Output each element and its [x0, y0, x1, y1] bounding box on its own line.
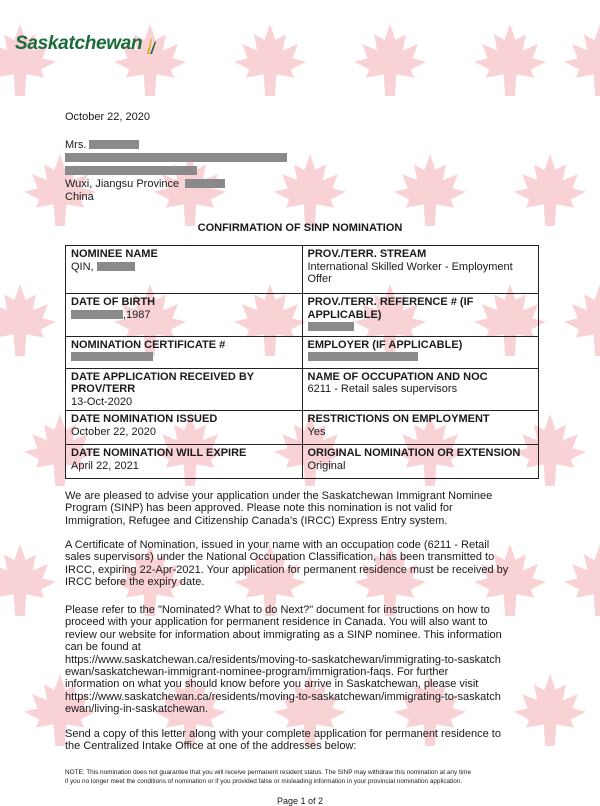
- approval-paragraph: We are pleased to advise your application under the Saskatchewan Immigrant Nominee Program (SINP) has been approved. Please note this nomination is not valid for Immigration, Refugee and Citizenship Canada's (IRCC) Express Entry system.: [65, 490, 493, 527]
- recipient-city-line: [65, 178, 225, 191]
- maple-leaf-icon: [350, 20, 430, 100]
- living-link[interactable]: https://www.saskatchewan.ca/residents/moving-to-saskatchewan/immigrating-to-saskatch: [65, 690, 501, 703]
- wheat-sheaf-icon: [144, 37, 158, 55]
- maple-leaf-icon: [510, 150, 590, 230]
- date-received-cell: DATE APPLICATION RECEIVED BY PROV/TERR 13-Oct-2020: [66, 368, 303, 411]
- recipient-street-line: [65, 152, 287, 165]
- stream-cell: PROV./TERR. STREAM International Skilled Worker - Employment Offer: [302, 246, 539, 294]
- document-title: CONFIRMATION OF SINP NOMINATION: [197, 222, 403, 234]
- page-number: Page 1 of 2: [276, 796, 324, 806]
- recipient-name-line: [65, 139, 139, 152]
- next-steps-paragraph: Please refer to the "Nominated? What to do Next?" document for instructions on how to proceed with your application for permanent residence in Canada. You will also want to review our website for information about immigrating as a SINP nominee. This information can be found at https://www.saskatchewan.ca/residents/moving-to-saskatchewan/immigrating-to-saskatch ewan/saskatchewan-immigrant-nominee-program/immigration-faqs. For further information on what you should know before you arrive in Saskatchewan, please visit https://www.saskatchewan.ca/residents/moving-to-saskatchewan/immigrating-to-saskatch ewan/living-in-saskatchewan.: [65, 604, 555, 716]
- redaction-bar: [97, 262, 135, 271]
- table-row: [66, 368, 539, 411]
- recipient-district-line: [65, 165, 197, 178]
- expiry-cell: DATE NOMINATION WILL EXPIRE April 22, 2021: [66, 445, 303, 479]
- living-link-cont[interactable]: ewan/living-in-saskatchewan.: [65, 703, 209, 716]
- stream-value-cont: Offer: [307, 273, 332, 285]
- expiry-value: April 22, 2021: [71, 459, 139, 472]
- occupation-value: 6211 - Retail sales supervisors: [307, 383, 458, 395]
- maple-leaf-icon: [560, 20, 600, 100]
- maple-leaf-icon: [390, 150, 470, 230]
- redaction-bar: [308, 352, 418, 361]
- table-row: [66, 294, 539, 337]
- date-issued-value: October 22, 2020: [71, 425, 157, 438]
- redaction-bar: [65, 166, 197, 175]
- disclaimer-note: NOTE: This nomination does not guarantee that you will receive permanent resident status. The SINP may withdraw this nomination at any time if you no longer meet the conditions of nomination or if you provided false or misleading information in your provincial nomination application.: [65, 769, 472, 785]
- redaction-bar: [308, 322, 354, 331]
- send-copy-paragraph: Send a copy of this letter along with your complete application for permanent residence to the Centralized Intake Office at one of the addresses below:: [65, 728, 501, 753]
- recipient-country: China: [65, 191, 94, 203]
- dob-cell: DATE OF BIRTH ,1987: [66, 294, 303, 337]
- table-row: [66, 411, 539, 445]
- maple-leaf-icon: [110, 20, 190, 100]
- table-row: [66, 336, 539, 368]
- maple-leaf-icon: [230, 20, 310, 100]
- maple-leaf-icon: [0, 20, 60, 100]
- table-row: [66, 445, 539, 479]
- original-extension-value: Original: [307, 459, 346, 472]
- redaction-bar: [71, 352, 153, 361]
- faq-link-cont[interactable]: ewan/saskatchewan-immigrant-nominee-program/immigration-faqs. For further: [65, 666, 449, 679]
- date-received-value: 13-Oct-2020: [71, 395, 133, 408]
- restrictions-value: Yes: [307, 425, 326, 438]
- nominee-name-value: QIN,: [71, 260, 94, 273]
- employer-cell: EMPLOYER (IF APPLICABLE): [302, 336, 539, 368]
- original-extension-cell: ORIGINAL NOMINATION OR EXTENSION Original: [302, 445, 539, 479]
- city-province: Wuxi, Jiangsu Province: [65, 178, 180, 190]
- occupation-cell: NAME OF OCCUPATION AND NOC 6211 - Retail sales supervisors: [302, 368, 539, 411]
- stream-value: International Skilled Worker - Employment: [307, 260, 513, 273]
- maple-leaf-icon: [0, 540, 60, 620]
- redaction-bar: [65, 153, 287, 162]
- restrictions-cell: RESTRICTIONS ON EMPLOYMENT Yes: [302, 411, 539, 445]
- nominee-name-cell: NOMINEE NAME QIN,: [66, 246, 303, 294]
- certificate-paragraph: A Certificate of Nomination, issued in your name with an occupation code (6211 - Retail sales supervisors) under the National Occupation Classification, has been transmitted to IRCC, expiring 22-Apr-2021. Your application for permanent residence must be received by IRCC before the expiry date.: [65, 539, 509, 589]
- redaction-bar: [89, 140, 139, 149]
- salutation-prefix: Mrs.: [65, 139, 87, 151]
- faq-link[interactable]: https://www.saskatchewan.ca/residents/moving-to-saskatchewan/immigrating-to-saskatch: [65, 653, 501, 666]
- nomination-table: [65, 245, 539, 479]
- logo-wordmark: Saskatchewan: [15, 33, 143, 54]
- certificate-cell: NOMINATION CERTIFICATE #: [66, 336, 303, 368]
- maple-leaf-icon: [560, 280, 600, 360]
- dob-value: ,1987: [123, 308, 151, 321]
- redaction-bar: [185, 179, 225, 188]
- maple-leaf-icon: [560, 540, 600, 620]
- letter-date: October 22, 2020: [65, 111, 151, 123]
- table-row: [66, 246, 539, 294]
- redaction-bar: [71, 310, 123, 319]
- saskatchewan-logo: [15, 33, 158, 55]
- maple-leaf-icon: [0, 280, 60, 360]
- maple-leaf-icon: [470, 20, 550, 100]
- date-issued-cell: DATE NOMINATION ISSUED October 22, 2020: [66, 411, 303, 445]
- reference-cell: PROV./TERR. REFERENCE # (IF APPLICABLE): [302, 294, 539, 337]
